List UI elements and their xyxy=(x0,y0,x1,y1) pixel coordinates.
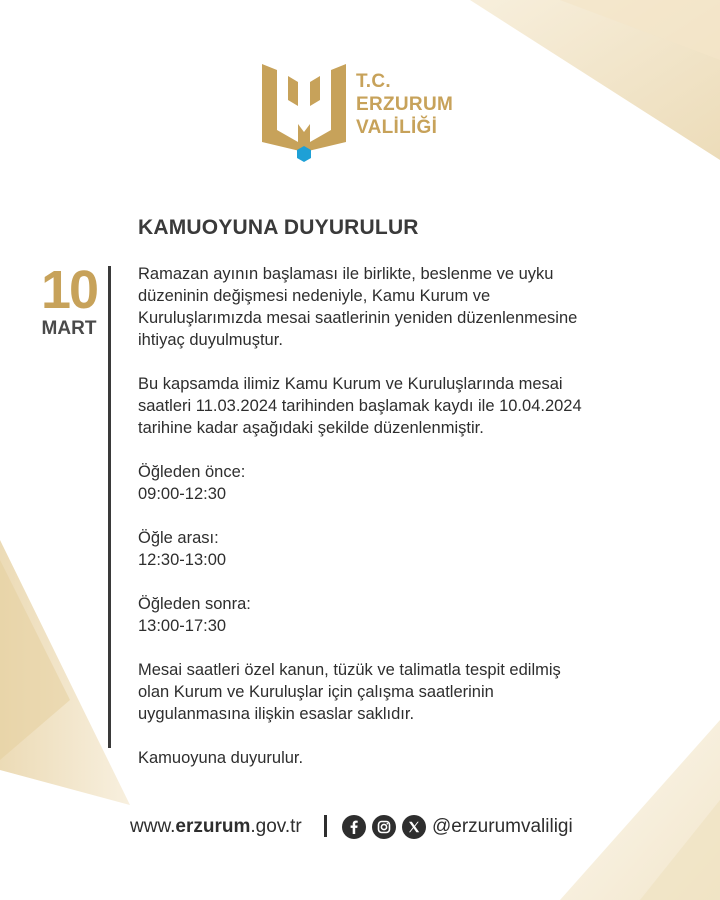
date-month: MART xyxy=(41,318,97,339)
page-title: KAMUOYUNA DUYURULUR xyxy=(138,216,419,239)
logo-text xyxy=(356,70,453,139)
logo xyxy=(262,62,462,168)
open-book-emblem-icon xyxy=(262,62,346,166)
website-prefix: www. xyxy=(130,816,176,837)
paragraph-scope: Bu kapsamda ilimiz Kamu Kurum ve Kuruluşlarında mesai saatleri 11.03.2024 tarihinden başlamak kaydı ile 10.04.2024 tarihine kadar aşağıdaki şekilde düzenlenmiştir. xyxy=(138,375,582,437)
logo-line-city: ERZURUM xyxy=(356,94,454,115)
date-badge xyxy=(36,262,102,340)
paragraph-exception: Mesai saatleri özel kanun, tüzük ve talimatla tespit edilmiş olan Kurum ve Kuruluşlar için çalışma saatlerinin uygulanmasına ilişkin esaslar saklıdır. xyxy=(138,661,561,723)
x-icon[interactable] xyxy=(402,815,426,839)
footer-separator xyxy=(324,815,327,837)
website-link[interactable] xyxy=(130,816,302,838)
vertical-divider xyxy=(108,266,111,748)
logo-line-tc: T.C. xyxy=(356,71,391,92)
facebook-icon[interactable] xyxy=(342,815,366,839)
footer xyxy=(0,814,720,844)
schedule-morning: Öğleden önce: 09:00-12:30 xyxy=(138,463,246,503)
paragraph-intro: Ramazan ayının başlaması ile birlikte, beslenme ve uyku düzeninin değişmesi nedeniyle, Kamu Kurum ve Kuruluşlarımızda mesai saatlerinin yeniden düzenlenmesine ihtiyaç duyulmuştur. xyxy=(138,265,578,349)
schedule-lunch: Öğle arası: 12:30-13:00 xyxy=(138,529,227,569)
website-suffix: .gov.tr xyxy=(250,816,302,837)
instagram-icon[interactable] xyxy=(372,815,396,839)
logo-line-office: VALİLİĞİ xyxy=(356,117,438,138)
date-day: 10 xyxy=(40,260,98,320)
announcement-body xyxy=(138,263,678,791)
paragraph-closing: Kamuoyuna duyurulur. xyxy=(138,749,304,767)
website-domain: erzurum xyxy=(175,816,251,837)
social-handle[interactable]: @erzurumvaliligi xyxy=(432,816,573,837)
schedule-afternoon: Öğleden sonra: 13:00-17:30 xyxy=(138,595,251,635)
